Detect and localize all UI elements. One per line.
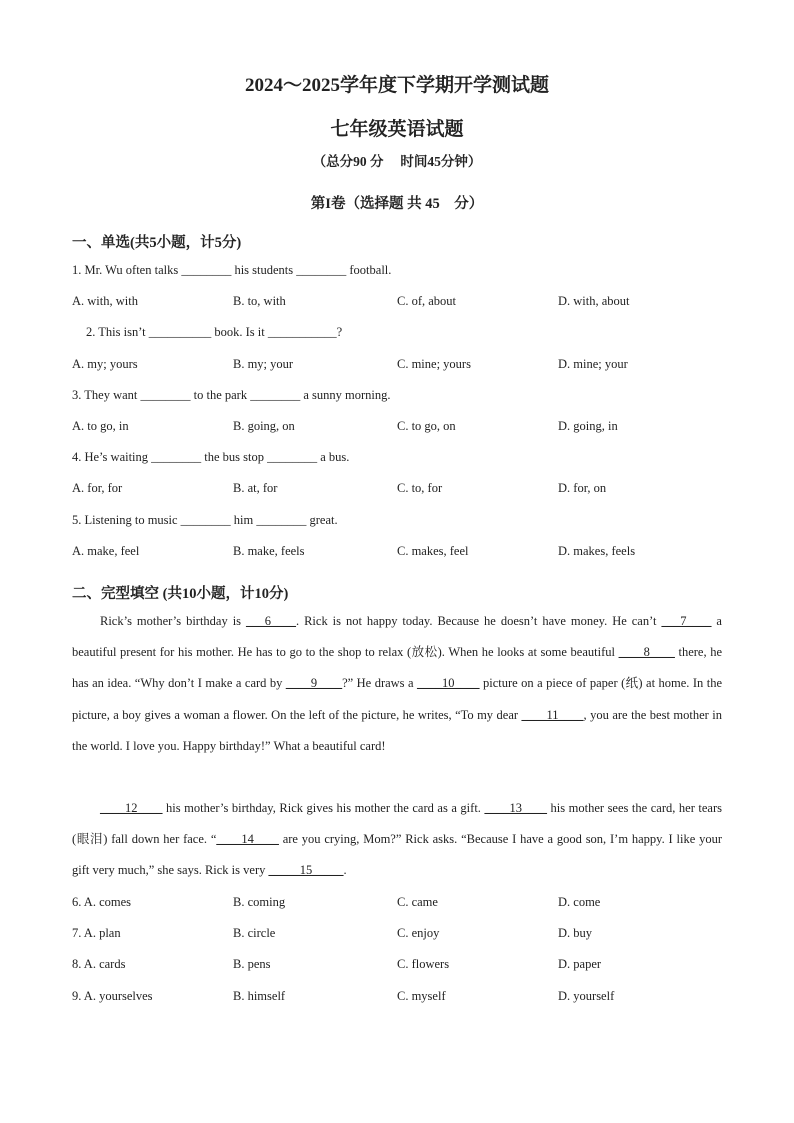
option-d: D. with, about [558, 294, 630, 308]
part-heading: 第I卷（选择题 共 45 分） [310, 196, 484, 212]
option-d: D. mine; your [558, 357, 628, 371]
option-c: C. to go, on [397, 419, 456, 433]
exam-subtitle: 七年级英语试题 [330, 119, 464, 140]
exam-title: 2024～2025学年度下学期开学测试题 [244, 75, 549, 96]
option-c: C. mine; yours [397, 357, 471, 371]
option-b: B. himself [233, 989, 286, 1003]
text-run: his mother’s birthday, Rick gives his mother the card as a gift. [162, 801, 485, 815]
blank-14: ____14____ [216, 832, 279, 847]
option-c: C. flowers [397, 957, 450, 971]
option-b: B. at, for [233, 481, 278, 495]
blank-13: ____13____ [484, 801, 547, 815]
blank-9: ____9____ [285, 676, 343, 691]
question-5-options [0, 544, 794, 562]
option-a: A. my; yours [72, 357, 138, 371]
text-run: , you are the best mother in the world. I love you. Happy birthday!” What a beautiful card! [72, 707, 722, 753]
blank-15: _____15_____ [268, 863, 344, 878]
cloze-paragraph-1 [72, 606, 722, 762]
option-b: B. coming [233, 895, 286, 909]
option-a: A. with, with [72, 294, 138, 308]
blank-8: ____8____ [618, 645, 675, 660]
text-run: ?” He draws a [342, 676, 418, 691]
text-run: . Rick is not happy today. Because he doesn’t have money. He can’t [296, 614, 662, 628]
option-d: D. buy [558, 926, 593, 940]
text-run: Rick’s mother’s birthday is [100, 614, 246, 628]
text-run: are you crying, Mom?” Rick asks. “Because I have a good son, I’m happy. I like your gift very much,” she says. Rick is very [72, 832, 723, 878]
option-a: 8. A. cards [72, 957, 126, 971]
option-b: B. going, on [233, 419, 295, 433]
question-1-stem: 1. Mr. Wu often talks ________ his students ________ football. [72, 263, 392, 277]
option-d: D. come [558, 895, 601, 909]
question-7-options [0, 926, 794, 944]
option-d: D. paper [558, 957, 602, 971]
text-run: picture on a piece of paper (纸) at home. In the picture, a boy gives a woman a flower. On the left of the picture, he writes, “To my dear [72, 676, 723, 722]
option-c: C. to, for [397, 481, 443, 495]
text-run: a beautiful present for his mother. He has to go to the shop to relax (放松). When he looks at some beautiful [72, 614, 722, 660]
question-4-options [0, 481, 794, 499]
blank-10: ____10____ [417, 676, 480, 691]
question-3-stem: 3. They want ________ to the park ________ a sunny morning. [72, 388, 391, 402]
exam-info: （总分90 分 时间45分钟） [312, 154, 482, 169]
option-c: C. makes, feel [397, 544, 469, 558]
option-a: 6. A. comes [72, 895, 132, 909]
option-c: C. myself [397, 989, 446, 1003]
blank-11: ____11____ [521, 707, 584, 722]
option-d: D. yourself [558, 989, 615, 1003]
text-run: . [343, 863, 347, 878]
option-c: C. enjoy [397, 926, 440, 940]
option-d: D. makes, feels [558, 544, 636, 558]
option-c: C. of, about [397, 294, 457, 308]
section1-heading: 一、单选(共5小题，计5分) [72, 235, 242, 251]
option-b: B. make, feels [233, 544, 305, 558]
question-2-stem: 2. This isn’t __________ book. Is it ___________? [86, 325, 343, 339]
option-a: A. to go, in [72, 419, 129, 433]
question-4-stem: 4. He’s waiting ________ the bus stop ________ a bus. [72, 450, 350, 464]
option-b: B. my; your [233, 357, 294, 371]
option-b: B. to, with [233, 294, 286, 308]
option-a: 9. A. yourselves [72, 989, 153, 1003]
cloze-paragraph-2 [72, 793, 722, 887]
question-2-options [0, 357, 794, 375]
option-a: A. for, for [72, 481, 123, 495]
text-run: there, he has an idea. “Why don’t I make a card by [72, 645, 723, 691]
question-8-options [0, 957, 794, 975]
section2-heading: 二、完型填空 (共10小题，计10分) [72, 586, 289, 602]
option-b: B. pens [233, 957, 271, 971]
question-1-options [0, 294, 794, 312]
option-b: B. circle [233, 926, 276, 940]
question-3-options [0, 419, 794, 437]
option-d: D. for, on [558, 481, 607, 495]
text-run: his mother sees the card, her tears (眼泪) fall down her face. “ [72, 801, 723, 847]
blank-12: ____12____ [100, 801, 163, 815]
option-a: 7. A. plan [72, 926, 121, 940]
option-c: C. came [397, 895, 438, 909]
question-5-stem: 5. Listening to music ________ him ________ great. [72, 513, 338, 527]
option-d: D. going, in [558, 419, 618, 433]
question-6-options [0, 895, 794, 913]
question-9-options [0, 989, 794, 1007]
blank-7: ___7____ [661, 614, 712, 628]
option-a: A. make, feel [72, 544, 140, 558]
blank-6: ___6____ [246, 614, 296, 628]
